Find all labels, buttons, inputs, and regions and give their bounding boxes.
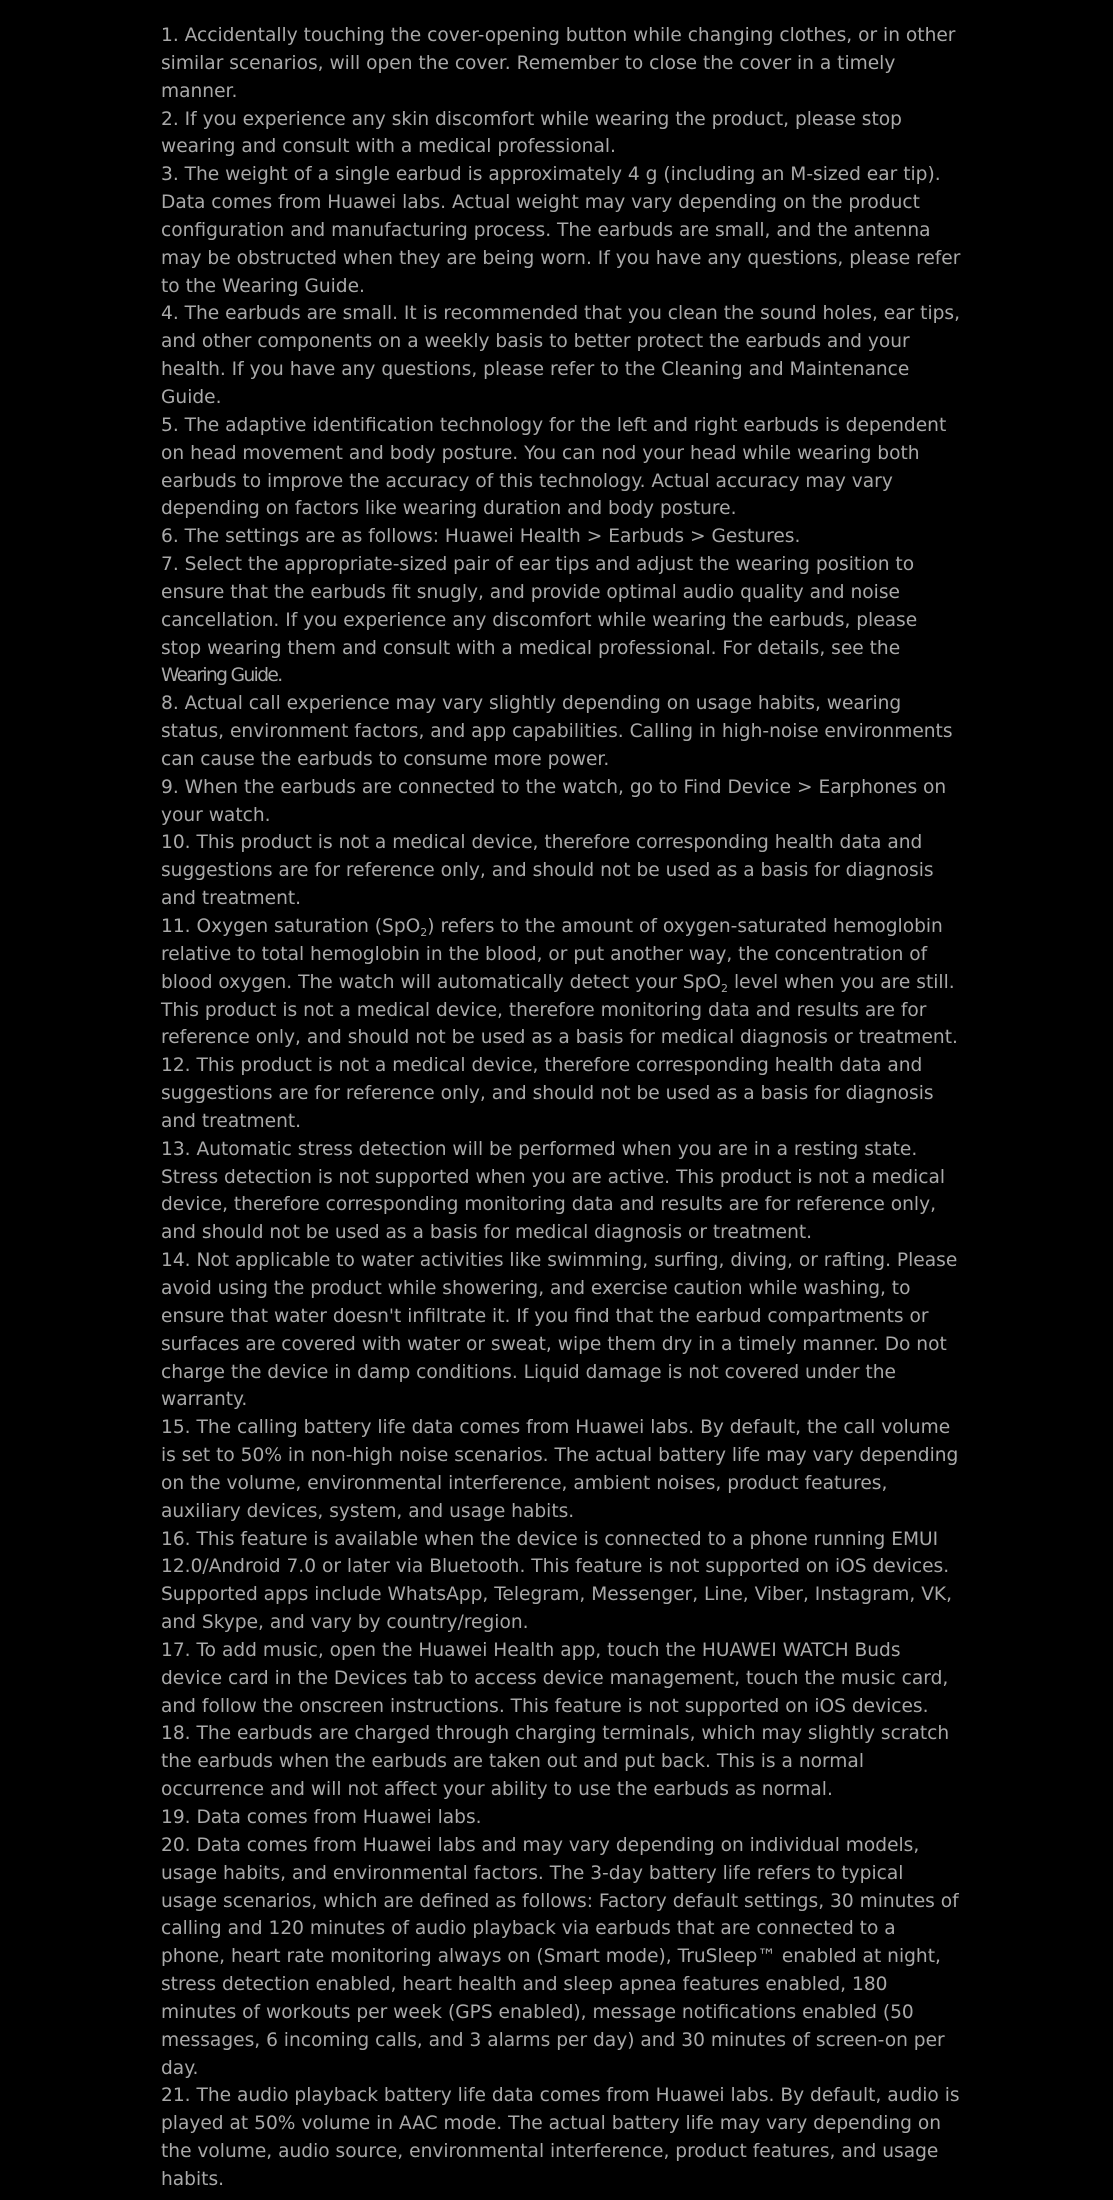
- footnote-12: 12. This product is not a medical device, therefore corresponding health data and suggestions are for reference only, and should not be used as a basis for diagnosis and treatment.: [161, 1055, 934, 1132]
- footnote-2: 2. If you experience any skin discomfort while wearing the product, please stop wearing and consult with a medical professional.: [161, 108, 902, 158]
- footnote-7-text: 7. Select the appropriate-sized pair of ear tips and adjust the wearing position to ensure that the earbuds fit snugly, and provide optimal audio quality and noise cancellation. If you experience any discomfort while wearing the earbuds, please stop wearing them and consult with a medical professional. For details, see the: [161, 554, 918, 659]
- footnote-17: 17. To add music, open the Huawei Health app, touch the HUAWEI WATCH Buds device card in the Devices tab to access device management, touch the music card, and follow the onscreen instructions. This feature is not supported on iOS devices.: [161, 1639, 949, 1717]
- footnote-3: 3. The weight of a single earbud is approximately 4 g (including an M-sized ear tip). Data comes from Huawei labs. Actual weight may vary depending on the product configuration and manufacturing process. The earbuds are small, and the antenna may be obstructed when they are being worn. If you have any questions, please refer to the Wearing Guide.: [161, 164, 961, 297]
- footnote-20: 20. Data comes from Huawei labs and may vary depending on individual models, usage habits, and environmental factors. The 3-day battery life refers to typical usage scenarios, which are defined as follows: Factory default settings, 30 minutes of calling and 120 minutes of audio playback via earbuds that are connected to a phone, heart rate monitoring always on (Smart mode), TruSleep™ enabled at night, stress detection enabled, heart health and sleep apnea features enabled, 180 minutes of workouts per week (GPS enabled), message notifications enabled (50 messages, 6 incoming calls, and 3 alarms per day) and 30 minutes of screen-on per day.: [161, 1834, 959, 2079]
- footnote-13: 13. Automatic stress detection will be performed when you are in a resting state. Stress detection is not supported when you are active. This product is not a medical device, therefore corresponding monitoring data and results are for reference only, and should not be used as a basis for medical diagnosis or treatment.: [161, 1138, 946, 1244]
- footnote-5: 5. The adaptive identification technology for the left and right earbuds is dependent on head movement and body posture. You can nod your head while wearing both earbuds to improve the accuracy of this technology. Actual accuracy may vary depending on factors like wearing duration and body posture.: [161, 414, 947, 520]
- footnote-21: 21. The audio playback battery life data comes from Huawei labs. By default, audio is played at 50% volume in AAC mode. The actual battery life may vary depending on the volume, audio source, environmental interference, product features, and usage habits.: [161, 2085, 960, 2190]
- footnote-11-text-c: level when you are still. This product is not a medical device, therefore monitoring data and results are for reference only, and should not be used as a basis for medical diagnosis or treatment.: [161, 971, 958, 1049]
- footnote-16: 16. This feature is available when the device is connected to a phone running EMUI 12.0/Android 7.0 or later via Bluetooth. This feature is not supported on iOS devices. Supported apps include WhatsApp, Telegram, Messenger, Line, Viber, Instagram, VK, and Skype, and vary by country/region.: [161, 1528, 953, 1634]
- footnote-4: 4. The earbuds are small. It is recommended that you clean the sound holes, ear tips, and other components on a weekly basis to better protect the earbuds and your health. If you have any questions, please refer to the Cleaning and Maintenance Guide.: [161, 303, 961, 408]
- footnote-10: 10. This product is not a medical device, therefore corresponding health data and suggestions are for reference only, and should not be used as a basis for diagnosis and treatment.: [161, 832, 934, 910]
- footnote-18: 18. The earbuds are charged through charging terminals, which may slightly scratch the earbuds when the earbuds are taken out and put back. This is a normal occurrence and will not affect your ability to use the earbuds as normal.: [161, 1723, 950, 1801]
- footnotes-list: [161, 22, 961, 2194]
- footnote-11-subscript-b: 2: [721, 981, 729, 995]
- footnote-6: 6. The settings are as follows: Huawei Health > Earbuds > Gestures.: [161, 526, 801, 548]
- footnote-11-text-a: 11. Oxygen saturation (SpO: [161, 916, 421, 937]
- wearing-guide-link[interactable]: Wearing Guide.: [161, 665, 282, 687]
- footnote-7: [161, 551, 961, 690]
- footnote-19: 19. Data comes from Huawei labs.: [161, 1807, 482, 1828]
- footnote-11: [161, 913, 961, 1052]
- footnote-9: 9. When the earbuds are connected to the watch, go to Find Device > Earphones on your watch.: [161, 776, 947, 826]
- footnote-14: 14. Not applicable to water activities like swimming, surfing, diving, or rafting. Please avoid using the product while showering, and exercise caution while washing, to ensure that water doesn't infiltrate it. If you find that the earbud compartments or surfaces are covered with water or sweat, wipe them dry in a timely manner. Do not charge the device in damp conditions. Liquid damage is not covered under the warranty.: [161, 1250, 958, 1411]
- footnote-11-subscript-a: 2: [420, 926, 428, 939]
- footnote-11-text-b: ) refers to the amount of oxygen-saturated hemoglobin relative to total hemoglobin in the blood, or put another way, the concentration of blood oxygen. The watch will automatically detect your SpO: [161, 916, 943, 993]
- footnote-15: 15. The calling battery life data comes from Huawei labs. By default, the call volume is set to 50% in non-high noise scenarios. The actual battery life may vary depending on the volume, environmental interference, ambient noises, product features, auxiliary devices, system, and usage habits.: [161, 1417, 959, 1522]
- footnote-8: 8. Actual call experience may vary slightly depending on usage habits, wearing status, environment factors, and app capabilities. Calling in high-noise environments can cause the earbuds to consume more power.: [161, 693, 953, 770]
- footnote-1: 1. Accidentally touching the cover-opening button while changing clothes, or in other similar scenarios, will open the cover. Remember to close the cover in a timely manner.: [161, 25, 956, 102]
